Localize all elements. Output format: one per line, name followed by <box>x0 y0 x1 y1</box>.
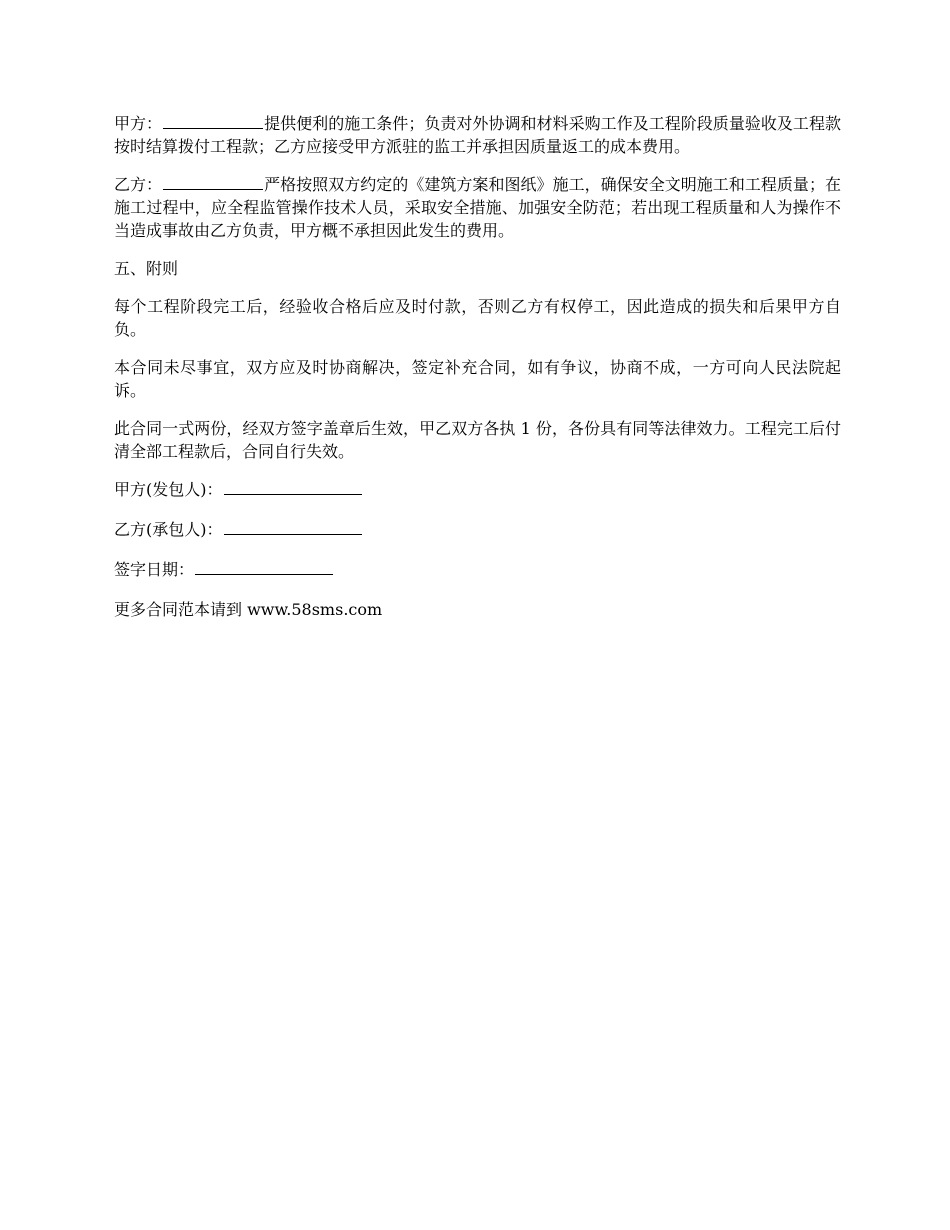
party-b-clause <box>114 173 841 242</box>
clause-disputes: 本合同未尽事宜，双方应及时协商解决，签定补充合同，如有争议，协商不成，一方可向人民法院起诉。 <box>114 358 841 400</box>
party-a-blank <box>163 112 263 129</box>
party-a-signature-line <box>114 478 841 501</box>
party-b-text: 严格按照双方约定的《建筑方案和图纸》施工，确保安全文明施工和工程质量；在施工过程中，应全程监管操作技术人员，采取安全措施、加强安全防范；若出现工程质量和人为操作不当造成事故由乙方负责，甲方概不承担因此发生的费用。 <box>114 175 841 240</box>
party-a-signature-label: 甲方(发包人)： <box>114 480 223 499</box>
party-b-label: 乙方： <box>114 175 163 194</box>
party-b-signature-line <box>114 518 841 541</box>
clause-payment: 每个工程阶段完工后，经验收合格后应及时付款，否则乙方有权停工，因此造成的损失和后果甲方自负。 <box>114 297 841 339</box>
contract-page <box>114 112 841 638</box>
footer-link-text: 更多合同范本请到 www.58sms.com <box>114 600 383 619</box>
party-b-blank <box>163 173 263 190</box>
party-a-label: 甲方： <box>114 114 163 133</box>
signature-date-blank <box>195 558 333 575</box>
party-b-signature-blank <box>224 518 362 535</box>
section-heading: 五、附则 <box>114 259 179 278</box>
clause-validity: 此合同一式两份，经双方签字盖章后生效，甲乙双方各执 1 份，各份具有同等法律效力。工程完工后付清全部工程款后，合同自行失效。 <box>114 419 841 461</box>
party-a-signature-blank <box>224 478 362 495</box>
party-b-signature-label: 乙方(承包人)： <box>114 520 223 539</box>
party-a-clause <box>114 112 841 158</box>
signature-date-label: 签字日期： <box>114 560 195 579</box>
party-a-text: 提供便利的施工条件；负责对外协调和材料采购工作及工程阶段质量验收及工程款按时结算拨付工程款；乙方应接受甲方派驻的监工并承担因质量返工的成本费用。 <box>114 114 841 156</box>
signature-date-line <box>114 558 841 581</box>
